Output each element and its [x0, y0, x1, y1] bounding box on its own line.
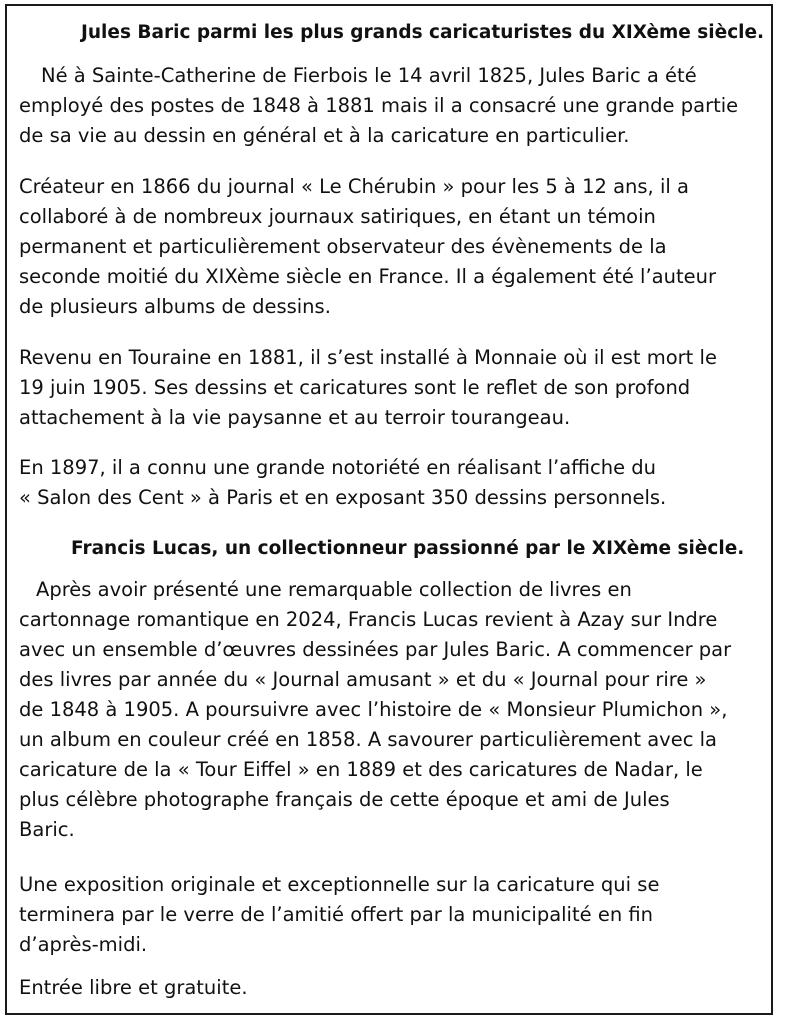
text-line: Entrée libre et gratuite.	[19, 976, 248, 999]
text-line: Après avoir présenté une remarquable collection de livres en	[36, 578, 632, 601]
text-line: cartonnage romantique en 2024, Francis Lucas revient à Azay sur Indre	[19, 608, 718, 631]
text-line: avec un ensemble d’œuvres dessinées par Jules Baric. A commencer par	[19, 638, 732, 661]
section-title-jules-baric: Jules Baric parmi les plus grands caricaturistes du XIXème siècle.	[81, 22, 765, 43]
text-line: Revenu en Touraine en 1881, il s’est installé à Monnaie où il est mort le	[19, 346, 717, 369]
paragraph-collection	[19, 575, 731, 845]
text-line: « Salon des Cent » à Paris et en exposant 350 dessins personnels.	[19, 486, 667, 509]
text-line: employé des postes de 1848 à 1881 mais il a consacré une grande partie	[19, 94, 739, 117]
text-line: attachement à la vie paysanne et au terroir tourangeau.	[19, 406, 571, 429]
text-line: collaboré à de nombreux journaux satiriques, en étant un témoin	[19, 205, 656, 228]
paragraph-exposition	[19, 870, 659, 960]
text-line: terminera par le verre de l’amitié offert par la municipalité en fin	[19, 903, 654, 926]
paragraph-touraine	[19, 343, 717, 433]
text-line: seconde moitié du XIXème siècle en France. Il a également été l’auteur	[19, 265, 716, 288]
paragraph-cherubin	[19, 172, 716, 322]
text-line: permanent et particulièrement observateur des évènements de la	[19, 235, 667, 258]
paragraph-biography	[19, 61, 738, 151]
document-page	[5, 4, 773, 1015]
paragraph-salon-des-cent	[19, 453, 666, 513]
text-line: 19 juin 1905. Ses dessins et caricatures sont le reflet de son profond	[19, 376, 691, 399]
section-title-francis-lucas: Francis Lucas, un collectionneur passionné par le XIXème siècle.	[71, 538, 745, 559]
text-line: En 1897, il a connu une grande notoriété en réalisant l’affiche du	[19, 456, 657, 479]
text-line: Créateur en 1866 du journal « Le Chérubin » pour les 5 à 12 ans, il a	[19, 175, 689, 198]
text-line: plus célèbre photographe français de cette époque et ami de Jules	[19, 788, 670, 811]
paragraph-entree	[19, 973, 248, 1003]
text-line: Une exposition originale et exceptionnelle sur la caricature qui se	[19, 873, 660, 896]
text-line: des livres par année du « Journal amusant » et du « Journal pour rire »	[19, 668, 707, 691]
text-line: caricature de la « Tour Eiffel » en 1889 et des caricatures de Nadar, le	[19, 758, 703, 781]
text-line: d’après-midi.	[19, 933, 148, 956]
text-line: Baric.	[19, 818, 75, 841]
text-line: de sa vie au dessin en général et à la caricature en particulier.	[19, 124, 630, 147]
text-line: de 1848 à 1905. A poursuivre avec l’histoire de « Monsieur Plumichon »,	[19, 698, 728, 721]
text-line: de plusieurs albums de dessins.	[19, 295, 331, 318]
text-line: un album en couleur créé en 1858. A savourer particulièrement avec la	[19, 728, 718, 751]
text-line: Né à Sainte-Catherine de Fierbois le 14 avril 1825, Jules Baric a été	[41, 64, 697, 87]
